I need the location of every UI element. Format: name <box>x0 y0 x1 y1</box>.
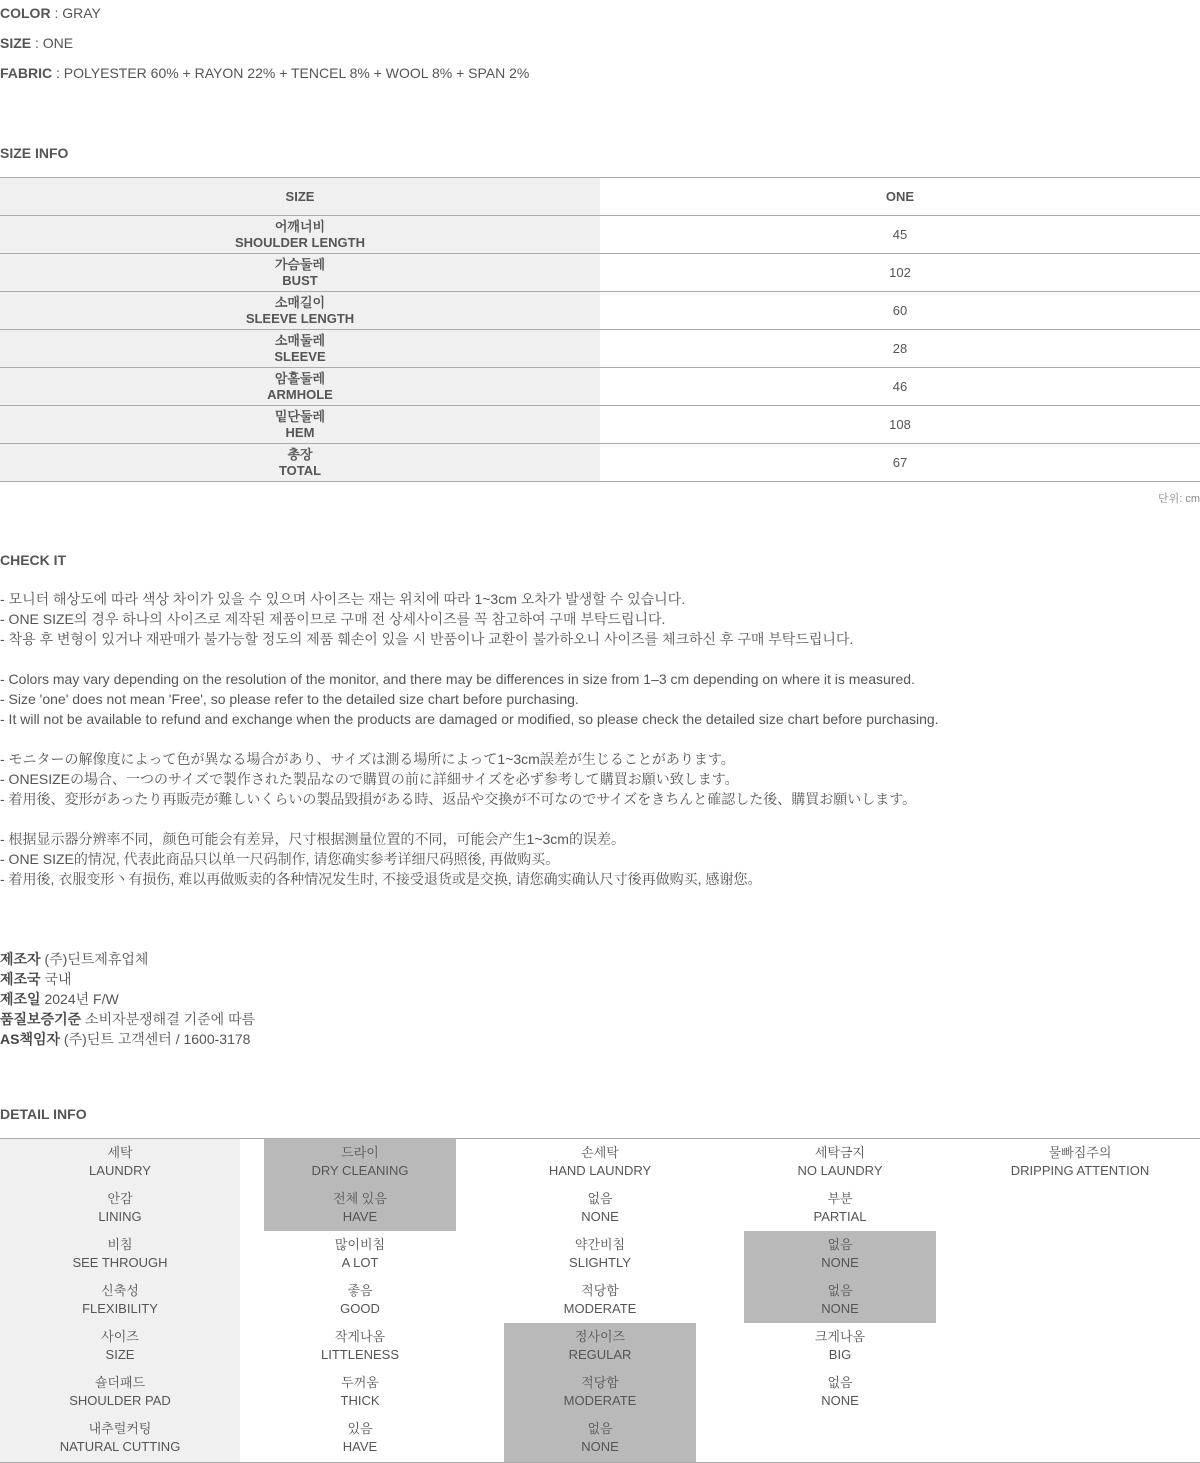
option-size-littleness <box>264 1323 456 1369</box>
size-row-label <box>0 254 600 291</box>
detail-label-ko: 사이즈 <box>101 1329 139 1344</box>
option-natural-cutting-have <box>264 1415 456 1461</box>
option-lining-have <box>264 1185 456 1231</box>
option-en: NONE <box>821 1393 859 1408</box>
date-line <box>0 989 119 1009</box>
size-row-label <box>0 216 600 253</box>
option-flexibility-moderate <box>504 1277 696 1323</box>
option-en: REGULAR <box>568 1347 632 1362</box>
manufacturer-label: 제조자 <box>0 951 41 967</box>
detail-info-title: DETAIL INFO <box>0 1106 87 1122</box>
option-ko: 적당함 <box>581 1375 619 1390</box>
size-row-label <box>0 444 600 481</box>
size-row-en: SLEEVE LENGTH <box>245 310 355 326</box>
size-row-en: SHOULDER LENGTH <box>235 234 365 250</box>
detail-label-flexibility <box>0 1277 240 1323</box>
option-see-through-slightly <box>504 1231 696 1277</box>
option-ko: 많이비침 <box>334 1237 386 1252</box>
option-shoulder-pad-thick <box>264 1369 456 1415</box>
option-ko: 손세탁 <box>581 1145 619 1160</box>
option-ko: 작게나옴 <box>334 1329 386 1344</box>
detail-label-shoulder-pad <box>0 1369 240 1415</box>
option-ko: 있음 <box>347 1421 373 1436</box>
size-table <box>0 177 1200 482</box>
size-row-value: 46 <box>892 379 908 394</box>
option-ko: 없음 <box>587 1421 613 1436</box>
size-row-ko: 총장 <box>287 446 313 462</box>
size-row-value: 67 <box>892 455 908 470</box>
size-row-value: 102 <box>889 265 911 280</box>
option-ko: 좋음 <box>347 1283 373 1298</box>
option-en: PARTIAL <box>813 1209 867 1224</box>
size-row-en: ARMHOLE <box>267 386 333 402</box>
option-en: NONE <box>821 1301 859 1316</box>
option-lining-none <box>504 1185 696 1231</box>
size-row-ko: 소매둘레 <box>274 332 326 348</box>
option-flexibility-good <box>264 1277 456 1323</box>
country-line <box>0 969 72 989</box>
option-ko: 약간비침 <box>574 1237 626 1252</box>
detail-label-ko: 세탁 <box>107 1145 133 1160</box>
option-dripping-attention <box>960 1139 1200 1185</box>
check-it-title: CHECK IT <box>0 552 67 568</box>
option-en: HAVE <box>342 1209 378 1224</box>
detail-label-natural-cutting <box>0 1415 240 1461</box>
size-row-value: 60 <box>892 303 908 318</box>
check-line: - ONE SIZE的情况, 代表此商品只以单一尺码制作, 请您确实参考详细尺码照後, 再做购买。 <box>0 851 560 867</box>
size-row-label <box>0 368 600 405</box>
option-ko: 적당함 <box>581 1283 619 1298</box>
warranty-line <box>0 1009 255 1029</box>
option-ko: 물빠짐주의 <box>1048 1145 1112 1160</box>
check-line: - 着用後、変形があったり再販売が難しいくらいの製品毀損がある時、返品や交換が不可なのでサイズをきちんと確認した後、購買お願いします。 <box>0 791 917 807</box>
check-line: - ONESIZEの場合、一つのサイズで製作された製品なので購買の前に詳細サイズを必ず参考して購買お願い致します。 <box>0 771 739 787</box>
size-row-label <box>0 330 600 367</box>
date-value: 2024년 F/W <box>40 991 119 1007</box>
option-en: LITTLENESS <box>320 1347 400 1362</box>
table-row <box>0 444 1200 482</box>
date-label: 제조일 <box>0 991 41 1007</box>
color-value: : GRAY <box>50 5 101 21</box>
check-line: - モニターの解像度によって色が異なる場合があり、サイズは測る場所によって1~3cm誤差が生じることがあります。 <box>0 751 735 767</box>
size-row-en: TOTAL <box>278 462 322 478</box>
check-line: - Colors may vary depending on the resolution of the monitor, and there may be differences in size from 1–3 cm depending on where it is measured. <box>0 671 915 687</box>
table-row <box>0 216 1200 254</box>
option-en: MODERATE <box>563 1301 637 1316</box>
detail-label-ko: 신축성 <box>101 1283 139 1298</box>
option-en: A LOT <box>341 1255 379 1270</box>
size-row-ko: 암홀둘레 <box>274 370 326 386</box>
option-en: BIG <box>828 1347 852 1362</box>
size-row-en: BUST <box>282 272 318 288</box>
size-table-header <box>0 178 1200 216</box>
option-en: MODERATE <box>563 1393 637 1408</box>
table-row <box>0 330 1200 368</box>
option-dry-cleaning <box>264 1139 456 1185</box>
color-spec <box>0 3 101 23</box>
country-label: 제조국 <box>0 971 41 987</box>
fabric-spec <box>0 63 529 83</box>
detail-label-laundry <box>0 1139 240 1185</box>
check-line: - 모니터 해상도에 따라 색상 차이가 있을 수 있으며 사이즈는 재는 위치에 따라 1~3cm 오차가 발생할 수 있습니다. <box>0 591 686 607</box>
manufacturer-value: (주)딘트제휴업체 <box>40 951 149 967</box>
option-en: HAND LAUNDRY <box>548 1163 652 1178</box>
detail-label-see-through <box>0 1231 240 1277</box>
detail-label-en: NATURAL CUTTING <box>59 1439 181 1454</box>
detail-label-ko: 내추럴커팅 <box>88 1421 152 1436</box>
check-line: - 着用後, 衣服变形丶有损伤, 难以再做贩卖的各种情况发生时, 不接受退货或是交换, 请您确实确认尺寸後再做购买, 感谢您。 <box>0 871 762 887</box>
option-see-through-a-lot <box>264 1231 456 1277</box>
detail-label-en: LAUNDRY <box>89 1163 151 1178</box>
size-row-value: 28 <box>892 341 908 356</box>
option-en: DRIPPING ATTENTION <box>1010 1163 1150 1178</box>
option-en: NONE <box>821 1255 859 1270</box>
option-no-laundry <box>744 1139 936 1185</box>
detail-table <box>0 1138 1200 1463</box>
table-row <box>0 406 1200 444</box>
option-natural-cutting-none <box>504 1415 696 1461</box>
size-info-title: SIZE INFO <box>0 145 69 161</box>
detail-label-en: SHOULDER PAD <box>69 1393 171 1408</box>
option-size-regular <box>504 1323 696 1369</box>
option-en: GOOD <box>340 1301 380 1316</box>
country-value: 국내 <box>40 971 72 987</box>
option-shoulder-pad-moderate <box>504 1369 696 1415</box>
option-en: SLIGHTLY <box>569 1255 631 1270</box>
option-ko: 부분 <box>827 1191 853 1206</box>
size-row-en: HEM <box>285 424 315 440</box>
option-flexibility-none <box>744 1277 936 1323</box>
size-header-label: SIZE <box>0 178 600 215</box>
detail-label-en: LINING <box>98 1209 142 1224</box>
option-ko: 세탁금지 <box>814 1145 866 1160</box>
option-ko: 없음 <box>827 1237 853 1252</box>
check-line: - ONE SIZE의 경우 하나의 사이즈로 제작된 제품이므로 구매 전 상세사이즈를 꼭 참고하여 구매 부탁드립니다. <box>0 611 666 627</box>
check-line: - It will not be available to refund and exchange when the products are damaged or modified, so please check the detailed size chart before purchasing. <box>0 711 939 727</box>
option-en: HAVE <box>342 1439 378 1454</box>
size-row-en: SLEEVE <box>274 348 326 364</box>
size-row-ko: 가슴둘레 <box>274 256 326 272</box>
detail-label-size <box>0 1323 240 1369</box>
detail-label-en: SIZE <box>105 1347 135 1362</box>
size-row-ko: 소매길이 <box>274 294 326 310</box>
size-unit: 단위: cm <box>1157 493 1200 505</box>
option-hand-laundry <box>504 1139 696 1185</box>
option-ko: 정사이즈 <box>574 1329 626 1344</box>
option-ko: 두꺼움 <box>341 1375 379 1390</box>
detail-label-ko: 안감 <box>107 1191 133 1206</box>
detail-label-ko: 숄더패드 <box>94 1375 146 1390</box>
detail-label-en: FLEXIBILITY <box>82 1301 158 1316</box>
option-ko: 드라이 <box>341 1145 379 1160</box>
manufacturer-line <box>0 949 148 969</box>
fabric-value: : POLYESTER 60% + RAYON 22% + TENCEL 8% + WOOL 8% + SPAN 2% <box>52 65 530 81</box>
size-row-ko: 밑단둘레 <box>274 408 326 424</box>
option-en: THICK <box>340 1393 380 1408</box>
option-size-big <box>744 1323 936 1369</box>
size-row-value: 108 <box>889 417 911 432</box>
option-en: DRY CLEANING <box>311 1163 409 1178</box>
option-en: NONE <box>581 1439 619 1454</box>
table-row <box>0 292 1200 330</box>
option-ko: 없음 <box>827 1283 853 1298</box>
detail-label-en: SEE THROUGH <box>72 1255 168 1270</box>
size-value: : ONE <box>31 35 74 51</box>
fabric-label: FABRIC <box>0 65 53 81</box>
option-ko: 없음 <box>587 1191 613 1206</box>
option-en: NO LAUNDRY <box>797 1163 883 1178</box>
size-row-label <box>0 406 600 443</box>
check-line: - Size 'one' does not mean 'Free', so please refer to the detailed size chart before purchasing. <box>0 691 579 707</box>
option-shoulder-pad-none <box>744 1369 936 1415</box>
size-row-label <box>0 292 600 329</box>
option-ko: 전체 있음 <box>333 1191 387 1206</box>
size-spec <box>0 33 73 53</box>
size-row-value: 45 <box>892 227 908 242</box>
check-line: - 根据显示器分辨率不同，颜色可能会有差异，尺寸根据测量位置的不同，可能会产生1~3cm的误差。 <box>0 831 625 847</box>
warranty-value: 소비자분쟁해결 기준에 따름 <box>81 1011 256 1027</box>
option-en: NONE <box>581 1209 619 1224</box>
size-row-ko: 어깨너비 <box>274 218 326 234</box>
option-ko: 없음 <box>827 1375 853 1390</box>
color-label: COLOR <box>0 5 51 21</box>
option-lining-partial <box>744 1185 936 1231</box>
detail-label-lining <box>0 1185 240 1231</box>
as-line <box>0 1029 250 1049</box>
check-line: - 착용 후 변형이 있거나 재판매가 불가능할 정도의 제품 훼손이 있을 시 반품이나 교환이 불가하오니 사이즈를 체크하신 후 구매 부탁드립니다. <box>0 631 854 647</box>
as-label: AS책임자 <box>0 1031 61 1047</box>
warranty-label: 품질보증기준 <box>0 1011 82 1027</box>
option-see-through-none <box>744 1231 936 1277</box>
option-ko: 크게나옴 <box>814 1329 866 1344</box>
detail-label-ko: 비침 <box>107 1237 133 1252</box>
table-row <box>0 254 1200 292</box>
table-row <box>0 368 1200 406</box>
size-label: SIZE <box>0 35 32 51</box>
as-value: (주)딘트 고객센터 / 1600-3178 <box>60 1031 251 1047</box>
size-header-value: ONE <box>885 189 915 204</box>
